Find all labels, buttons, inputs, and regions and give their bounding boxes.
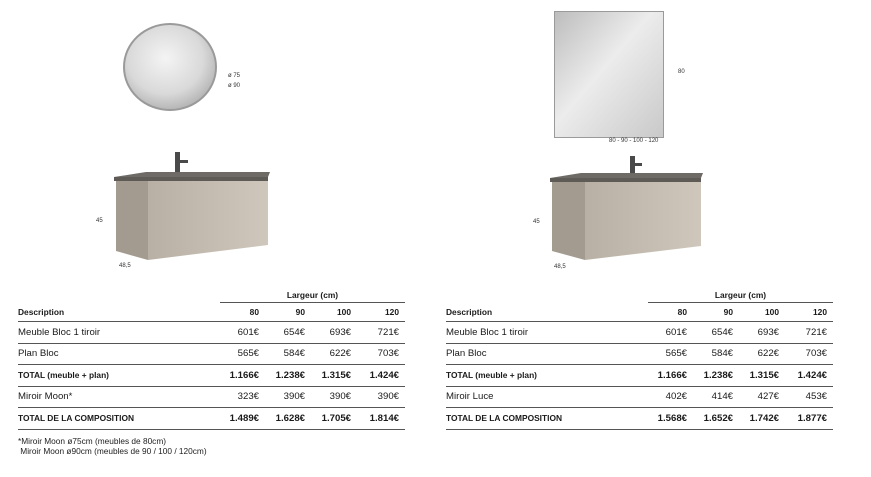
price-cell: 1.315€ <box>739 365 785 387</box>
right-depth-label: 48,5 <box>554 264 566 270</box>
row-label: Plan Bloc <box>446 343 648 365</box>
mirror-diameter-90: ø 90 <box>228 83 241 89</box>
price-cell: 584€ <box>265 343 311 365</box>
price-cell: 1.489€ <box>220 408 265 430</box>
col-header-80: 80 <box>648 303 693 322</box>
row-label: Meuble Bloc 1 tiroir <box>18 322 220 344</box>
row-label: Meuble Bloc 1 tiroir <box>446 322 648 344</box>
price-cell: 654€ <box>693 322 739 344</box>
faucet-icon <box>175 152 188 174</box>
price-cell: 1.705€ <box>311 408 357 430</box>
price-cell: 427€ <box>739 386 785 408</box>
total-row <box>446 365 833 387</box>
footnote <box>18 436 207 456</box>
table-row <box>18 386 405 408</box>
price-cell: 654€ <box>265 322 311 344</box>
row-label: Miroir Luce <box>446 386 648 408</box>
price-cell: 721€ <box>357 322 405 344</box>
price-cell: 1.166€ <box>648 365 693 387</box>
col-header-120: 120 <box>357 303 405 322</box>
total-row <box>18 365 405 387</box>
rectangular-mirror <box>554 11 664 138</box>
price-cell: 390€ <box>265 386 311 408</box>
price-cell: 414€ <box>693 386 739 408</box>
price-cell: 1.628€ <box>265 408 311 430</box>
price-cell: 565€ <box>648 343 693 365</box>
width-group-header: Largeur (cm) <box>648 288 833 303</box>
vanity-cabinet <box>550 173 703 260</box>
row-label: Plan Bloc <box>18 343 220 365</box>
price-cell: 703€ <box>357 343 405 365</box>
table-row <box>446 322 833 344</box>
price-cell: 402€ <box>648 386 693 408</box>
price-cell: 1.652€ <box>693 408 739 430</box>
price-cell: 622€ <box>311 343 357 365</box>
right-price-table <box>446 288 833 430</box>
price-cell: 601€ <box>648 322 693 344</box>
col-header-90: 90 <box>265 303 311 322</box>
col-header-100: 100 <box>311 303 357 322</box>
price-cell: 1.166€ <box>220 365 265 387</box>
total-row <box>18 408 405 430</box>
table-row <box>446 386 833 408</box>
description-header: Description <box>446 303 648 322</box>
mirror-diameter-75: ø 75 <box>228 73 241 79</box>
price-cell: 1.238€ <box>693 365 739 387</box>
row-label: TOTAL DE LA COMPOSITION <box>18 408 220 430</box>
width-group-header: Largeur (cm) <box>220 288 405 303</box>
table-row <box>18 343 405 365</box>
price-cell: 390€ <box>311 386 357 408</box>
left-height-label: 45 <box>96 218 103 224</box>
price-cell: 1.814€ <box>357 408 405 430</box>
price-cell: 323€ <box>220 386 265 408</box>
row-label: TOTAL DE LA COMPOSITION <box>446 408 648 430</box>
price-cell: 1.877€ <box>785 408 833 430</box>
price-cell: 1.424€ <box>785 365 833 387</box>
price-cell: 453€ <box>785 386 833 408</box>
price-cell: 1.238€ <box>265 365 311 387</box>
col-header-80: 80 <box>220 303 265 322</box>
price-cell: 693€ <box>739 322 785 344</box>
right-mirror-widths-label: 80 - 90 - 100 - 120 <box>609 138 659 144</box>
right-height-label: 45 <box>533 219 540 225</box>
price-cell: 622€ <box>739 343 785 365</box>
left-product-illustration <box>100 15 290 280</box>
right-mirror-height-label: 80 <box>678 69 685 75</box>
left-price-table <box>18 288 405 430</box>
price-cell: 693€ <box>311 322 357 344</box>
description-header: Description <box>18 303 220 322</box>
col-header-90: 90 <box>693 303 739 322</box>
row-label: Miroir Moon* <box>18 386 220 408</box>
round-mirror <box>123 23 217 111</box>
price-cell: 1.742€ <box>739 408 785 430</box>
col-header-100: 100 <box>739 303 785 322</box>
price-cell: 390€ <box>357 386 405 408</box>
price-cell: 1.315€ <box>311 365 357 387</box>
price-cell: 703€ <box>785 343 833 365</box>
total-row <box>446 408 833 430</box>
price-cell: 1.424€ <box>357 365 405 387</box>
row-label: TOTAL (meuble + plan) <box>18 365 220 387</box>
price-cell: 565€ <box>220 343 265 365</box>
col-header-120: 120 <box>785 303 833 322</box>
vanity-cabinet <box>114 172 270 260</box>
price-cell: 1.568€ <box>648 408 693 430</box>
left-depth-label: 48,5 <box>119 263 131 269</box>
price-cell: 601€ <box>220 322 265 344</box>
table-row <box>18 322 405 344</box>
price-cell: 584€ <box>693 343 739 365</box>
price-cell: 721€ <box>785 322 833 344</box>
table-row <box>446 343 833 365</box>
footnote-line: *Miroir Moon ø75cm (meubles de 80cm) <box>18 436 167 446</box>
row-label: TOTAL (meuble + plan) <box>446 365 648 387</box>
footnote-line: Miroir Moon ø90cm (meubles de 90 / 100 / 120cm) <box>18 446 207 456</box>
